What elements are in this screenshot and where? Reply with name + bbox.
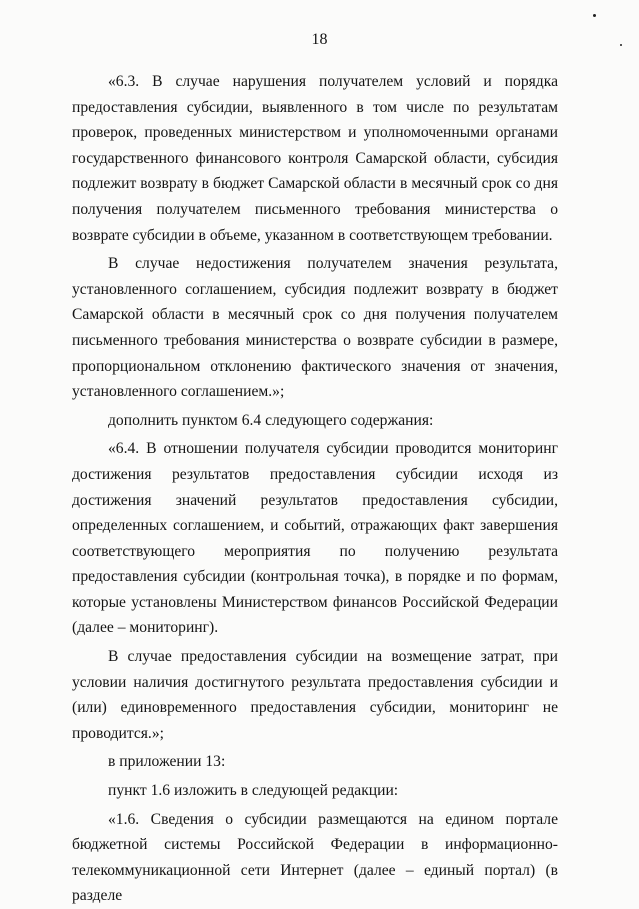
paragraph-monitoring-exception: В случае предоставления субсидии на возмещение затрат, при условии наличия достигнутого результата предоставления субсидии и (или) единовременного предоставления субсидии, мониторинг не проводится.»; xyxy=(72,648,558,742)
paragraph-1-6: «1.6. Сведения о субсидии размещаются на едином портале бюджетной системы Российской Федерации в информационно- телекоммуникационной сети Интернет (далее – единый портал) (в разделе xyxy=(72,810,558,905)
paragraph-clause-1-6-intro: пункт 1.6 изложить в следующей редакции: xyxy=(108,782,399,800)
scan-speck xyxy=(593,14,596,17)
page-number: 18 xyxy=(311,31,328,48)
paragraph-underachievement: В случае недостижения получателем значения результата, установленного соглашением, субсидия подлежит возврату в бюджет Самарской области в месячный срок со дня получения получателем письменного требования министерства о возврате субсидии в размере, пропорциональном отклонению фактического значения от значения, установленного соглашением.»; xyxy=(72,255,558,401)
scan-speck xyxy=(620,44,622,46)
document-body xyxy=(72,69,558,909)
paragraph-appendix-13: в приложении 13: xyxy=(108,753,226,771)
paragraph-6-4: «6.4. В отношении получателя субсидии проводится мониторинг достижения результатов предоставления субсидии исходя из достижения значений результатов предоставления субсидии, определенных соглашением, и событий, отражающих факт завершения соответствующего мероприятия по получению результата предоставления субсидии (контрольная точка), в порядке и по формам, которые установлены Министерством финансов Российской Федерации (далее – мониторинг). xyxy=(72,440,558,637)
paragraph-add-6-4: дополнить пунктом 6.4 следующего содержания: xyxy=(108,411,434,429)
paragraph-6-3: «6.3. В случае нарушения получателем условий и порядка предоставления субсидии, выявленного в том числе по результатам проверок, проведенных министерством и уполномоченными органами государственного финансового контроля Самарской области, субсидия подлежит возврату в бюджет Самарской области в месячный срок со дня получения получателем письменного требования министерства о возврате субсидии в объеме, указанном в соответствующем требовании. xyxy=(72,73,558,244)
